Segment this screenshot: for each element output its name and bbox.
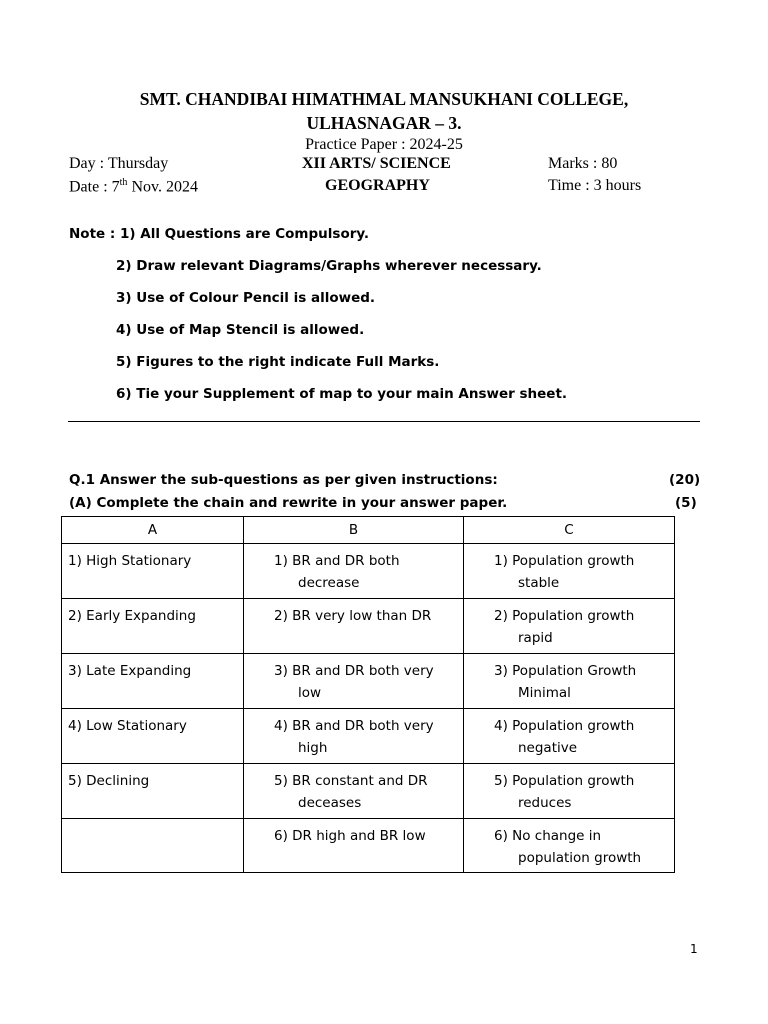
table-row [62,764,675,819]
note-item-1 [69,226,369,242]
note-label: Note : [69,226,120,242]
chain-table [61,516,675,873]
cell-text: 4) BR and DR both very high [274,718,434,756]
table-cell [244,709,464,764]
table-cell [464,599,675,654]
practice-paper-title: Practice Paper : 2024-25 [305,136,463,153]
note-item-4: 4) Use of Map Stencil is allowed. [116,322,365,338]
subject-label: GEOGRAPHY [325,177,430,194]
table-cell [244,764,464,819]
cell-text: 5) Population growth reduces [494,773,635,811]
table-cell [62,599,244,654]
table-header-row [62,517,675,544]
table-cell [244,654,464,709]
cell-text: 5) BR constant and DR deceases [274,773,428,811]
table-cell [464,764,675,819]
table-row [62,709,675,764]
table-cell [62,544,244,599]
table-cell [62,654,244,709]
note-item-5: 5) Figures to the right indicate Full Marks. [116,354,440,370]
cell-text: 4) Population growth negative [494,718,635,756]
cell-text: 6) No change in population growth [494,828,642,866]
note-item-3: 3) Use of Colour Pencil is allowed. [116,290,376,306]
question-1-marks: (20) [669,472,701,488]
day-label: Day : Thursday [69,155,169,172]
cell-text: 5) Declining [68,773,150,789]
column-header-c: C [464,517,675,544]
table-cell [62,764,244,819]
cell-text: 2) Early Expanding [68,608,196,624]
date-label [69,177,198,196]
question-1-title: Q.1 Answer the sub-questions as per given instructions: [69,472,498,488]
college-city: ULHASNAGAR – 3. [306,113,462,133]
question-1a-title: (A) Complete the chain and rewrite in your answer paper. [69,495,508,511]
class-label: XII ARTS/ SCIENCE [302,155,451,172]
cell-text: 2) BR very low than DR [274,608,432,624]
table-cell [464,654,675,709]
cell-text: 3) BR and DR both very low [274,663,434,701]
cell-text: 1) High Stationary [68,553,192,569]
question-1a-marks: (5) [675,495,697,511]
table-cell [62,819,244,873]
page-number: 1 [690,942,698,956]
date-rest: Nov. 2024 [127,178,198,196]
table-cell [244,819,464,873]
table-row [62,599,675,654]
table-row [62,819,675,873]
table-cell [244,599,464,654]
college-name: SMT. CHANDIBAI HIMATHMAL MANSUKHANI COLLEGE, [139,89,629,109]
table-cell [464,544,675,599]
marks-label: Marks : 80 [548,155,618,172]
cell-text: 2) Population growth rapid [494,608,635,646]
note-text: 1) All Questions are Compulsory. [119,226,370,242]
table-row [62,654,675,709]
table-cell [464,819,675,873]
section-divider [68,421,700,422]
column-header-b: B [244,517,464,544]
table-cell [464,709,675,764]
cell-text: 1) BR and DR both decrease [274,553,400,591]
cell-text: 1) Population growth stable [494,553,635,591]
cell-text: 4) Low Stationary [68,718,187,734]
table-cell [244,544,464,599]
date-prefix: Date : 7 [69,178,120,196]
cell-text: 3) Population Growth Minimal [494,663,637,701]
date-suffix-sup: th [119,177,128,188]
cell-text: 6) DR high and BR low [274,828,426,844]
note-item-6: 6) Tie your Supplement of map to your main Answer sheet. [116,386,568,402]
time-label: Time : 3 hours [548,177,642,194]
table-row [62,544,675,599]
table-cell [62,709,244,764]
cell-text: 3) Late Expanding [68,663,192,679]
note-item-2: 2) Draw relevant Diagrams/Graphs wherever necessary. [116,258,542,274]
column-header-a: A [62,517,244,544]
